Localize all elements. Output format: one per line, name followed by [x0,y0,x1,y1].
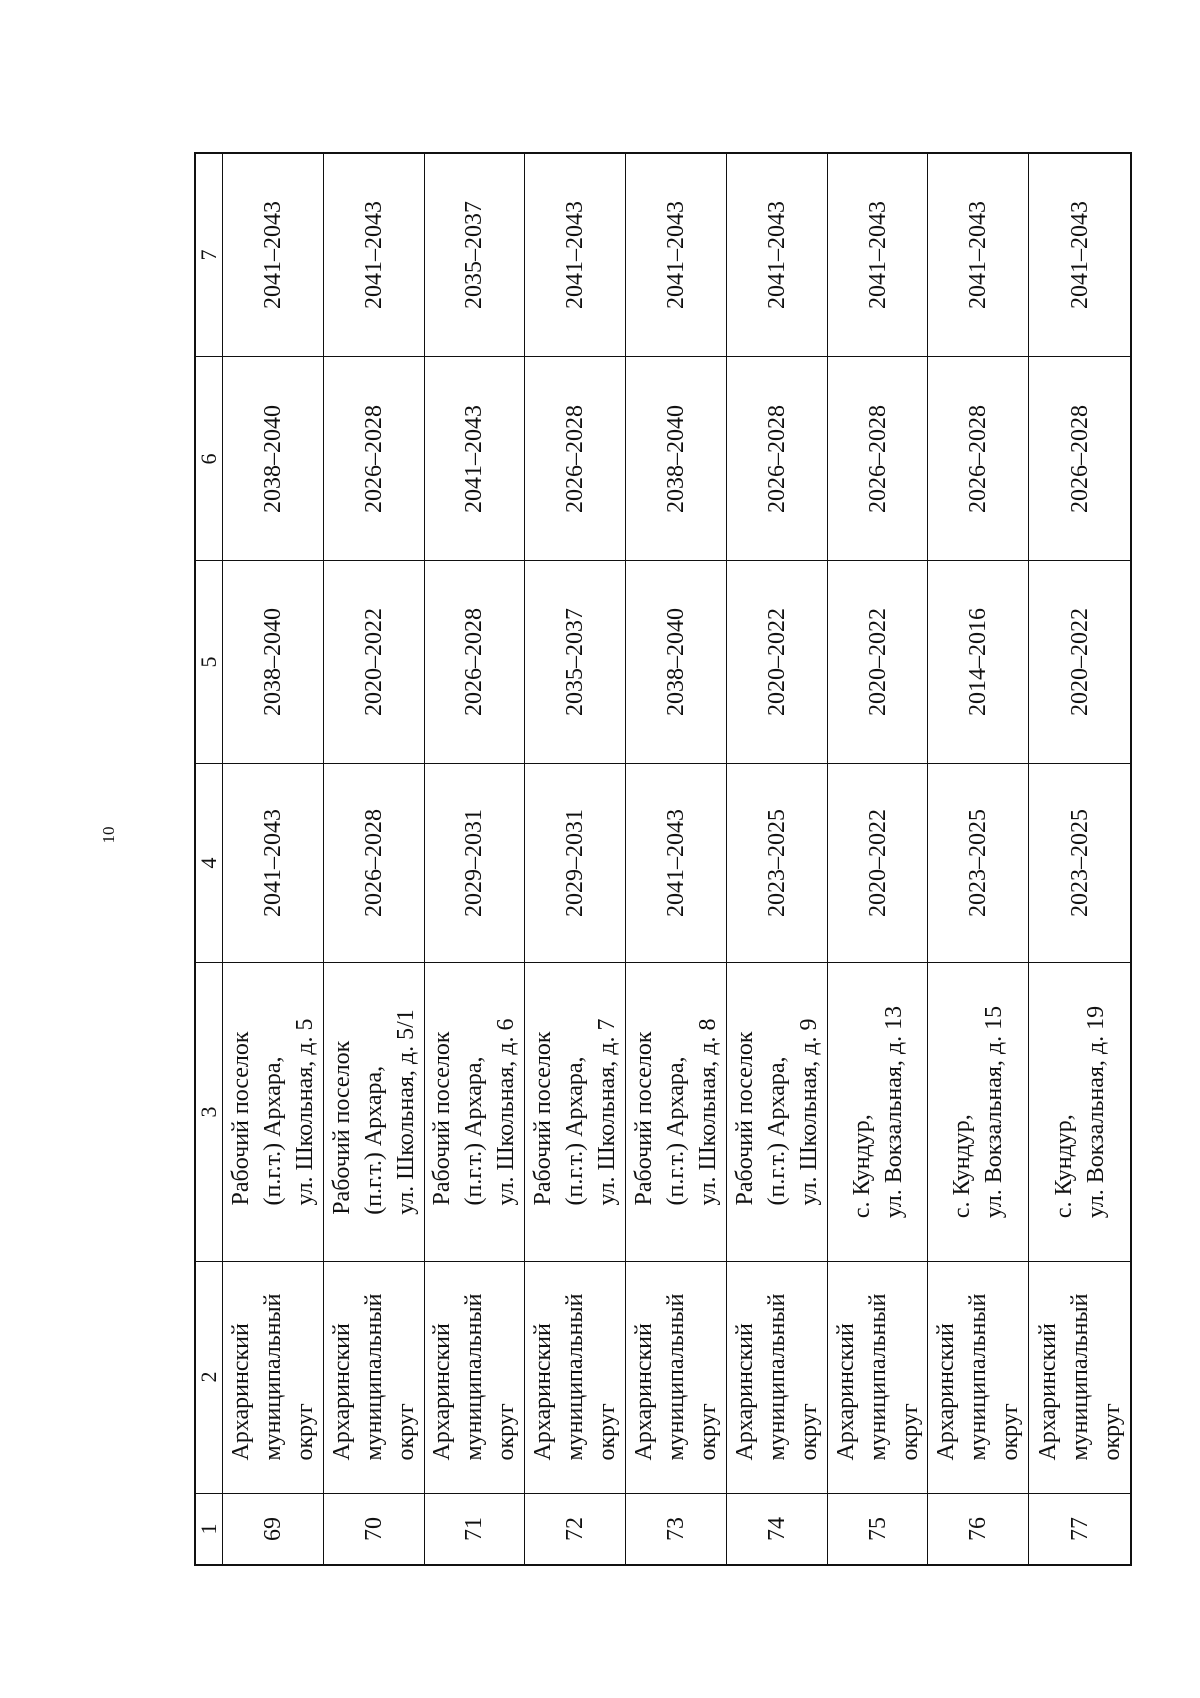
cell-district-text: Архаринский муниципальный округ [630,1293,721,1461]
cell-address [324,963,424,1262]
cell-district-text: Архаринский муниципальный округ [530,1293,621,1461]
cell-col6-text: 2026–2028 [763,404,790,513]
cell-col6-text: 2026–2028 [562,404,589,513]
cell-col4 [626,764,726,963]
header-label: 2 [196,1371,221,1383]
cell-col6 [425,357,525,560]
cell-col4 [223,764,323,963]
cell-col7 [928,154,1028,357]
cell-district [828,1262,928,1493]
header-label: 1 [196,1523,221,1535]
cell-col5-text: 2020–2022 [763,607,790,716]
cell-col4-text: 2029–2031 [461,808,488,917]
table-row [324,154,425,1564]
cell-col6-text: 2038–2040 [662,404,689,513]
cell-col4-text: 2023–2025 [763,808,790,917]
cell-col5 [928,561,1028,764]
table-row [1029,154,1130,1564]
cell-number-text: 72 [562,1516,589,1541]
cell-col7 [626,154,726,357]
cell-col7 [324,154,424,357]
cell-address-text: с. Кундур, ул. Вокзальная, д. 19 [1050,1005,1109,1219]
cell-col5 [727,561,827,764]
cell-address-text: с. Кундур, ул. Вокзальная, д. 15 [949,1005,1008,1219]
cell-col4 [324,764,424,963]
cell-number [525,1494,625,1564]
table-row [525,154,626,1564]
header-label: 5 [196,656,221,668]
cell-col4 [928,764,1028,963]
header-cell [196,963,222,1262]
cell-col4 [1029,764,1130,963]
cell-col5-text: 2020–2022 [360,607,387,716]
header-label: 6 [196,453,221,465]
cell-district [727,1262,827,1493]
data-table [194,152,1132,1566]
cell-address [223,963,323,1262]
cell-district-text: Архаринский муниципальный округ [328,1293,419,1461]
header-cell [196,1262,222,1493]
page-number: 10 [99,826,118,844]
cell-district [525,1262,625,1493]
cell-col6 [1029,357,1130,560]
cell-col7 [525,154,625,357]
cell-col6-text: 2026–2028 [1066,404,1093,513]
cell-number [223,1494,323,1564]
cell-col4-text: 2023–2025 [1066,808,1093,917]
header-cell [196,764,222,963]
cell-col7-text: 2041–2043 [360,201,387,310]
cell-col5-text: 2038–2040 [259,607,286,716]
cell-number [425,1494,525,1564]
cell-number [1029,1494,1130,1564]
cell-col7-text: 2041–2043 [864,201,891,310]
cell-district [324,1262,424,1493]
cell-col5 [223,561,323,764]
cell-col4 [525,764,625,963]
cell-col6-text: 2026–2028 [864,404,891,513]
cell-address-text: Рабочий поселок (п.г.т.) Архара, ул. Школьная, д. 5/1 [328,1009,419,1215]
cell-district-text: Архаринский муниципальный округ [227,1293,318,1461]
cell-col7-text: 2041–2043 [965,201,992,310]
cell-address [928,963,1028,1262]
cell-col6 [324,357,424,560]
header-cell [196,1494,222,1564]
cell-col5-text: 2026–2028 [461,607,488,716]
header-label: 7 [196,249,221,261]
cell-number [324,1494,424,1564]
table-header-row [196,154,223,1564]
table-row [223,154,324,1564]
cell-col5-text: 2035–2037 [562,607,589,716]
cell-col4-text: 2041–2043 [662,808,689,917]
cell-col5 [1029,561,1130,764]
cell-number-text: 71 [461,1516,488,1541]
cell-address-text: с. Кундур, ул. Вокзальная, д. 13 [848,1005,907,1219]
cell-district-text: Архаринский муниципальный округ [832,1293,923,1461]
cell-col6-text: 2026–2028 [360,404,387,513]
cell-col5 [425,561,525,764]
cell-district [1029,1262,1130,1493]
cell-address [626,963,726,1262]
cell-col7-text: 2041–2043 [562,201,589,310]
cell-address-text: Рабочий поселок (п.г.т.) Архара, ул. Школьная, д. 7 [530,1018,621,1206]
table-row [928,154,1029,1564]
cell-col7-text: 2041–2043 [1066,201,1093,310]
cell-col6-text: 2038–2040 [259,404,286,513]
cell-col4-text: 2023–2025 [965,808,992,917]
cell-number-text: 77 [1066,1516,1093,1541]
cell-number [828,1494,928,1564]
cell-col6-text: 2026–2028 [965,404,992,513]
table-row [828,154,929,1564]
cell-address [1029,963,1130,1262]
cell-col6 [223,357,323,560]
cell-col5-text: 2020–2022 [1066,607,1093,716]
cell-number-text: 76 [965,1516,992,1541]
cell-col7-text: 2041–2043 [662,201,689,310]
cell-col6 [525,357,625,560]
cell-number [727,1494,827,1564]
cell-number-text: 70 [360,1516,387,1541]
cell-col4 [425,764,525,963]
cell-col4-text: 2026–2028 [360,808,387,917]
cell-address-text: Рабочий поселок (п.г.т.) Архара, ул. Школьная, д. 6 [429,1018,520,1206]
cell-address [425,963,525,1262]
cell-address-text: Рабочий поселок (п.г.т.) Архара, ул. Школьная, д. 5 [227,1018,318,1206]
cell-district-text: Архаринский муниципальный округ [1034,1293,1125,1461]
table-row [626,154,727,1564]
cell-district [425,1262,525,1493]
header-cell [196,154,222,357]
cell-col5-text: 2020–2022 [864,607,891,716]
cell-col4 [828,764,928,963]
cell-col5-text: 2014–2016 [965,607,992,716]
cell-col5 [828,561,928,764]
cell-address [727,963,827,1262]
cell-col4-text: 2020–2022 [864,808,891,917]
cell-number-text: 73 [662,1516,689,1541]
cell-col6-text: 2041–2043 [461,404,488,513]
cell-address-text: Рабочий поселок (п.г.т.) Архара, ул. Школьная, д. 8 [630,1018,721,1206]
cell-col7-text: 2041–2043 [763,201,790,310]
cell-col5 [626,561,726,764]
cell-col7-text: 2041–2043 [259,201,286,310]
cell-col7 [828,154,928,357]
header-label: 3 [196,1106,221,1118]
cell-col7 [223,154,323,357]
cell-address [525,963,625,1262]
cell-number-text: 75 [864,1516,891,1541]
cell-district [626,1262,726,1493]
table-row [425,154,526,1564]
cell-address-text: Рабочий поселок (п.г.т.) Архара, ул. Школьная, д. 9 [731,1018,822,1206]
cell-district [223,1262,323,1493]
cell-col6 [828,357,928,560]
cell-col4-text: 2029–2031 [562,808,589,917]
cell-col5 [324,561,424,764]
table-row [727,154,828,1564]
cell-number-text: 74 [763,1516,790,1541]
cell-col4-text: 2041–2043 [259,808,286,917]
header-label: 4 [196,857,221,869]
cell-col6 [727,357,827,560]
header-cell [196,357,222,560]
cell-district-text: Архаринский муниципальный округ [731,1293,822,1461]
cell-district-text: Архаринский муниципальный округ [933,1293,1024,1461]
cell-col4 [727,764,827,963]
cell-col7 [727,154,827,357]
cell-number [626,1494,726,1564]
cell-col7-text: 2035–2037 [461,201,488,310]
cell-district-text: Архаринский муниципальный округ [429,1293,520,1461]
cell-col5 [525,561,625,764]
cell-address [828,963,928,1262]
header-cell [196,561,222,764]
cell-col7 [1029,154,1130,357]
cell-col5-text: 2038–2040 [662,607,689,716]
cell-number [928,1494,1028,1564]
cell-col6 [928,357,1028,560]
cell-number-text: 69 [259,1516,286,1541]
cell-col6 [626,357,726,560]
cell-district [928,1262,1028,1493]
cell-col7 [425,154,525,357]
